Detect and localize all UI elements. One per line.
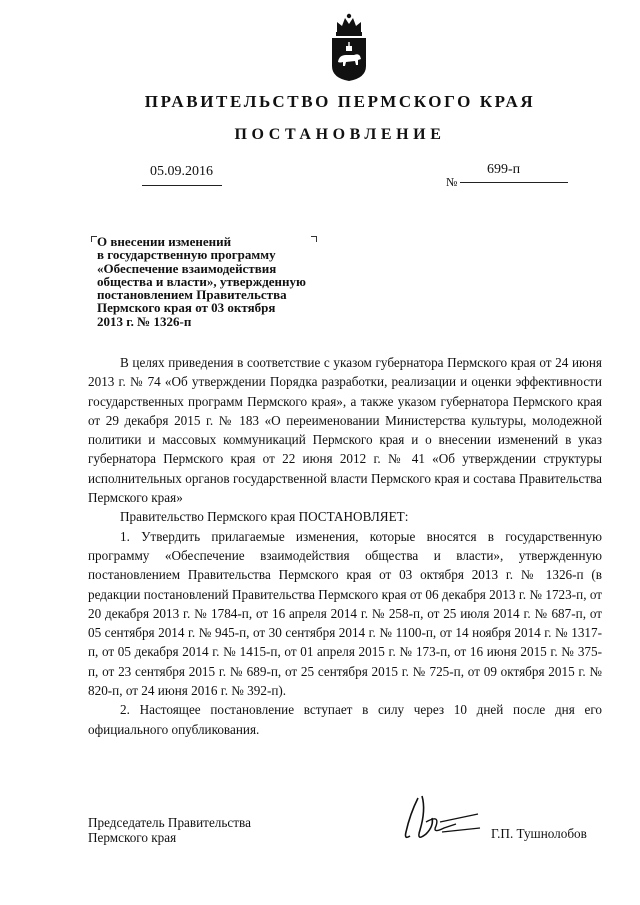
document-date: 05.09.2016 xyxy=(150,164,213,179)
document-body xyxy=(88,353,602,739)
government-title: ПРАВИТЕЛЬСТВО ПЕРМСКОГО КРАЯ xyxy=(144,92,536,111)
number-underline xyxy=(460,182,568,183)
position-line: Председатель Правительства xyxy=(88,815,251,830)
signatory-position xyxy=(88,815,251,845)
signatory-name: Г.П. Тушнолобов xyxy=(491,826,587,841)
preamble-paragraph: В целях приведения в соответствие с указом губернатора Пермского края от 24 июня 2013 г. № 74 «Об утверждении Порядка разработки, реализации и оценки эффективности государственных программ Пермского края», а также указом губернатора Пермского края от 29 декабря 2015 г. № 183 «О переименовании Министерства культуры, молодежной политики и массовых коммуникаций Пермского края и о внесении изменений в указ губернатора Пермского края от 22 июня 2012 г. № 41 «Об утверждении структуры исполнительных органов государственной власти Пермского края и состава Правительства Пермского края» xyxy=(88,355,602,506)
perm-krai-coat-of-arms-icon xyxy=(329,10,369,82)
document-number: 699-п xyxy=(487,162,521,177)
subject-line: Пермского края от 03 октября xyxy=(97,300,276,316)
subject-line: общества и власти», утвержденную xyxy=(97,273,306,289)
document-type: ПОСТАНОВЛЕНИЕ xyxy=(234,126,446,143)
subject-line: 2013 г. № 1326-п xyxy=(97,313,192,329)
handwritten-signature xyxy=(396,792,486,848)
date-underline xyxy=(142,185,222,186)
item-1-paragraph: 1. Утвердить прилагаемые изменения, которые вносятся в государственную программу «Обеспечение взаимодействия общества и власти», утвержденную постановлением Правительства Пермского края от 03 октября 2013 г. № 1326-п (в редакции постановлений Правительства Пермского края от 06 декабря 2013 г. № 1723-п, от 20 декабря 2013 г. № 1784-п, от 16 апреля 2014 г. № 258-п, от 25 июля 2014 г. № 687-п, от 05 сентября 2014 г. № 945-п, от 30 сентября 2014 г. № 1100-п, от 14 ноября 2014 г. № 1317-п, от 05 декабря 2014 г. № 1415-п, от 01 апреля 2015 г. № 173-п, от 16 июня 2015 г. № 375-п, от 23 сентября 2015 г. № 689-п, от 25 сентября 2015 г. № 725-п, от 09 октября 2015 г. № 820-п, от 24 июня 2016 г. № 392-п). xyxy=(88,528,602,699)
position-line: Пермского края xyxy=(88,830,177,845)
document-subject xyxy=(97,235,347,328)
decree-paragraph: Правительство Пермского края ПОСТАНОВЛЯЕТ: xyxy=(120,509,409,525)
subject-line: О внесении изменений xyxy=(97,234,232,249)
subject-line: постановлением Правительства xyxy=(97,287,287,303)
item-2-paragraph: 2. Настоящее постановление вступает в силу через 10 дней после дня его официального опубликования. xyxy=(88,702,602,737)
subject-line: «Обеспечение взаимодействия xyxy=(97,260,277,276)
subject-line: в государственную программу xyxy=(97,247,276,263)
number-sign: № xyxy=(446,175,458,189)
